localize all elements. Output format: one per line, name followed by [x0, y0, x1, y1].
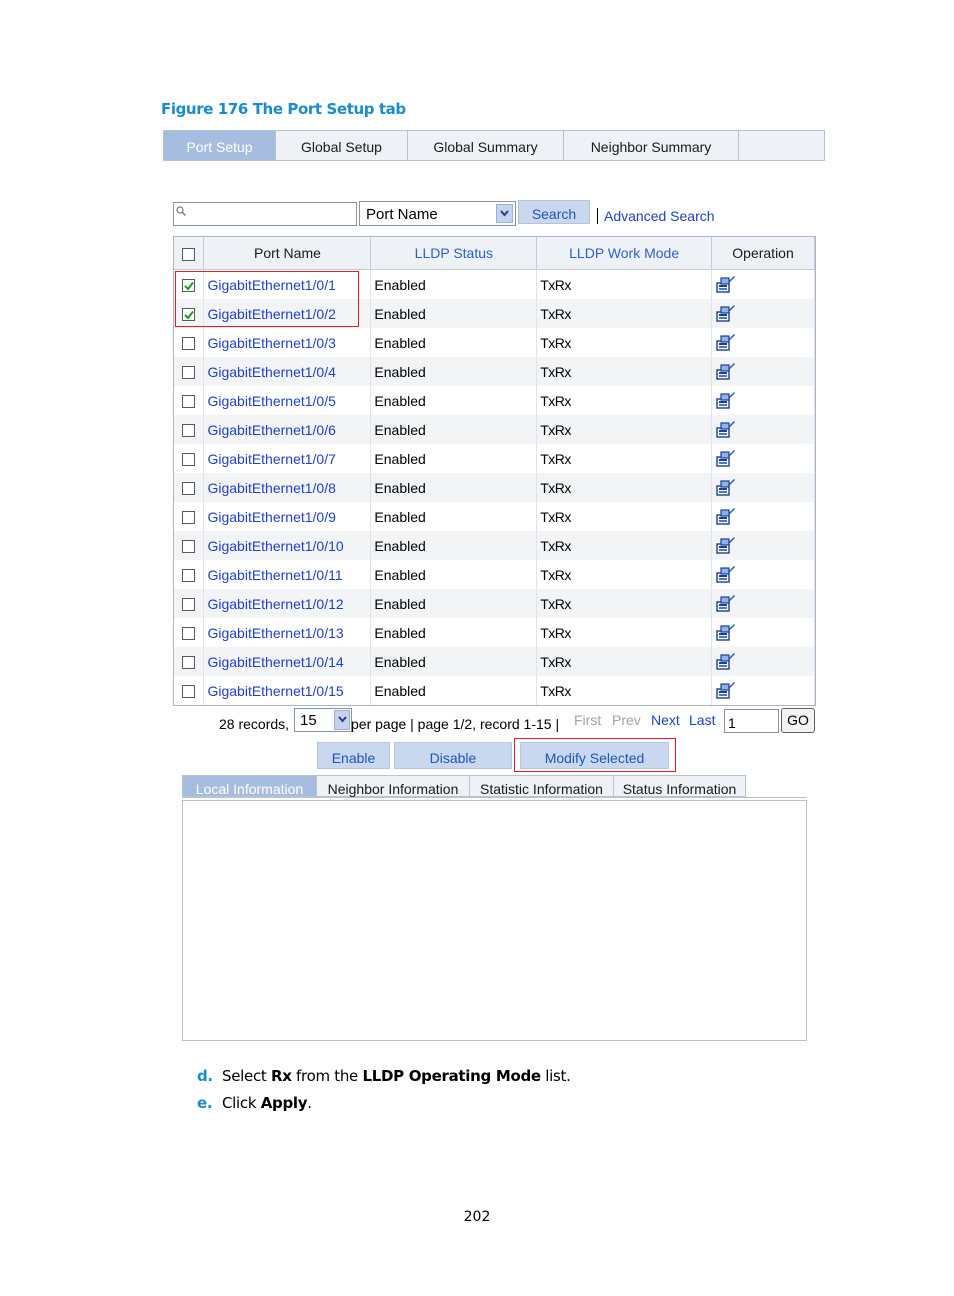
edit-port-icon[interactable]: [715, 392, 735, 410]
port-name-link[interactable]: GigabitEthernet1/0/7: [204, 444, 371, 473]
operation-cell: [712, 357, 815, 386]
row-checkbox[interactable]: [182, 627, 195, 640]
select-all-header: [174, 237, 204, 270]
port-name-link[interactable]: GigabitEthernet1/0/15: [204, 676, 371, 705]
lldp-work-mode: TxRx: [537, 473, 712, 502]
top-tab-bar: [163, 130, 825, 161]
table-row: [174, 676, 815, 705]
prev-page-link[interactable]: Prev: [612, 712, 641, 728]
lldp-work-mode: TxRx: [537, 299, 712, 328]
port-name-link[interactable]: GigabitEthernet1/0/5: [204, 386, 371, 415]
lldp-work-mode: TxRx: [537, 502, 712, 531]
table-row: [174, 444, 815, 473]
table-row: [174, 502, 815, 531]
edit-port-icon[interactable]: [715, 276, 735, 294]
lldp-status: Enabled: [371, 502, 537, 531]
tab-global-setup[interactable]: Global Setup: [276, 131, 408, 160]
edit-port-icon[interactable]: [715, 334, 735, 352]
lldp-status: Enabled: [371, 647, 537, 676]
information-panel: [182, 800, 807, 1041]
lldp-status: Enabled: [371, 415, 537, 444]
enable-button[interactable]: Enable: [317, 742, 390, 769]
operation-cell: [712, 270, 815, 300]
edit-port-icon[interactable]: [715, 508, 735, 526]
edit-port-icon[interactable]: [715, 305, 735, 323]
separator: [597, 208, 598, 224]
table-row: [174, 415, 815, 444]
operation-cell: [712, 502, 815, 531]
table-header-row: [174, 237, 815, 270]
lldp-work-mode: TxRx: [537, 676, 712, 705]
lldp-work-mode: TxRx: [537, 444, 712, 473]
row-select-cell: [174, 328, 204, 357]
port-name-link[interactable]: GigabitEthernet1/0/2: [204, 299, 371, 328]
port-name-link[interactable]: GigabitEthernet1/0/9: [204, 502, 371, 531]
header-lldp-status[interactable]: LLDP Status: [371, 237, 537, 270]
lldp-status: Enabled: [371, 618, 537, 647]
table-row: [174, 386, 815, 415]
advanced-search[interactable]: [597, 208, 715, 224]
search-field-select[interactable]: [359, 201, 516, 226]
row-checkbox[interactable]: [182, 453, 195, 466]
step-fragment: list.: [540, 1067, 571, 1085]
port-name-link[interactable]: GigabitEthernet1/0/12: [204, 589, 371, 618]
port-name-link[interactable]: GigabitEthernet1/0/8: [204, 473, 371, 502]
edit-port-icon[interactable]: [715, 450, 735, 468]
lldp-work-mode: TxRx: [537, 357, 712, 386]
row-checkbox[interactable]: [182, 540, 195, 553]
row-select-cell: [174, 676, 204, 705]
row-select-cell: [174, 502, 204, 531]
first-page-link[interactable]: First: [574, 712, 602, 728]
modify-highlight: [514, 738, 676, 772]
operation-cell: [712, 328, 815, 357]
step-fragment: Select: [222, 1067, 271, 1085]
row-select-cell: [174, 618, 204, 647]
operation-cell: [712, 676, 815, 705]
info-tab-bar: [182, 775, 746, 797]
lldp-status: Enabled: [371, 299, 537, 328]
table-row: [174, 618, 815, 647]
table-row: [174, 531, 815, 560]
table-row: [174, 647, 815, 676]
go-button[interactable]: GO: [781, 708, 815, 733]
disable-button[interactable]: Disable: [394, 742, 512, 769]
row-checkbox[interactable]: [182, 395, 195, 408]
lldp-status: Enabled: [371, 357, 537, 386]
step-e: [197, 1094, 897, 1114]
tab-divider: [182, 797, 807, 798]
header-operation: Operation: [712, 237, 815, 270]
port-name-link[interactable]: GigabitEthernet1/0/3: [204, 328, 371, 357]
table-row: [174, 589, 815, 618]
advanced-search-link[interactable]: Advanced Search: [604, 208, 715, 224]
table-body: [174, 270, 815, 706]
edit-port-icon[interactable]: [715, 624, 735, 642]
lldp-status: Enabled: [371, 328, 537, 357]
lldp-work-mode: TxRx: [537, 386, 712, 415]
row-checkbox[interactable]: [182, 337, 195, 350]
step-fragment: from the: [291, 1067, 363, 1085]
row-select-cell: [174, 415, 204, 444]
lldp-status: Enabled: [371, 270, 537, 300]
row-select-cell: [174, 647, 204, 676]
per-page-select[interactable]: [294, 708, 352, 732]
row-select-cell: [174, 589, 204, 618]
port-name-link[interactable]: GigabitEthernet1/0/1: [204, 270, 371, 300]
edit-port-icon[interactable]: [715, 653, 735, 671]
lldp-status: Enabled: [371, 473, 537, 502]
lldp-work-mode: TxRx: [537, 328, 712, 357]
lldp-work-mode: TxRx: [537, 560, 712, 589]
edit-port-icon[interactable]: [715, 537, 735, 555]
operation-cell: [712, 415, 815, 444]
page-info: per page | page 1/2, record 1-15 |: [351, 716, 560, 732]
edit-port-icon[interactable]: [715, 479, 735, 497]
step-text: [222, 1067, 571, 1085]
row-select-cell: [174, 531, 204, 560]
edit-port-icon[interactable]: [715, 421, 735, 439]
search-field-value: Port Name: [366, 206, 438, 223]
table-row: [174, 328, 815, 357]
operation-cell: [712, 386, 815, 415]
header-port-name[interactable]: Port Name: [204, 237, 371, 270]
tab-global-summary[interactable]: Global Summary: [408, 131, 564, 160]
lldp-status: Enabled: [371, 560, 537, 589]
row-checkbox[interactable]: [182, 685, 195, 698]
operation-cell: [712, 589, 815, 618]
row-checkbox[interactable]: [182, 656, 195, 669]
last-page-link[interactable]: Last: [689, 712, 716, 728]
row-checkbox[interactable]: [182, 598, 195, 611]
page-number-input[interactable]: 1: [724, 709, 779, 733]
figure-title: Figure 176 The Port Setup tab: [161, 100, 406, 118]
lldp-work-mode: TxRx: [537, 531, 712, 560]
edit-port-icon[interactable]: [715, 363, 735, 381]
port-name-link[interactable]: GigabitEthernet1/0/13: [204, 618, 371, 647]
per-page-value: 15: [300, 712, 317, 729]
row-select-cell: [174, 386, 204, 415]
row-checkbox[interactable]: [182, 366, 195, 379]
port-name-link[interactable]: GigabitEthernet1/0/6: [204, 415, 371, 444]
edit-port-icon[interactable]: [715, 682, 735, 700]
operation-cell: [712, 647, 815, 676]
step-emphasis: LLDP Operating Mode: [362, 1067, 541, 1085]
step-emphasis: Rx: [270, 1067, 292, 1085]
operation-cell: [712, 444, 815, 473]
lldp-status: Enabled: [371, 444, 537, 473]
step-d: [197, 1067, 897, 1087]
lldp-status: Enabled: [371, 589, 537, 618]
step-label: d.: [197, 1067, 213, 1085]
operation-cell: [712, 560, 815, 589]
row-select-cell: [174, 473, 204, 502]
step-text: [222, 1094, 312, 1112]
lldp-work-mode: TxRx: [537, 647, 712, 676]
page-number: 202: [463, 1209, 491, 1225]
selection-highlight: [175, 271, 359, 327]
lldp-status: Enabled: [371, 676, 537, 705]
step-label: e.: [197, 1094, 213, 1112]
tab-status-information[interactable]: Status Information: [614, 775, 746, 797]
search-input-box[interactable]: [173, 202, 357, 226]
magnifier-icon: [176, 206, 186, 216]
edit-port-icon[interactable]: [715, 566, 735, 584]
operation-cell: [712, 618, 815, 647]
port-name-link[interactable]: GigabitEthernet1/0/4: [204, 357, 371, 386]
records-count: 28 records,: [219, 716, 290, 732]
operation-cell: [712, 299, 815, 328]
search-input[interactable]: [192, 203, 356, 225]
operation-cell: [712, 473, 815, 502]
edit-port-icon[interactable]: [715, 595, 735, 613]
row-checkbox[interactable]: [182, 482, 195, 495]
lldp-status: Enabled: [371, 386, 537, 415]
tab-empty: [739, 131, 824, 160]
row-select-cell: [174, 357, 204, 386]
next-page-link[interactable]: Next: [651, 712, 680, 728]
port-name-link[interactable]: GigabitEthernet1/0/11: [204, 560, 371, 589]
lldp-work-mode: TxRx: [537, 618, 712, 647]
table-row: [174, 560, 815, 589]
table-row: [174, 357, 815, 386]
tab-neighbor-summary[interactable]: Neighbor Summary: [564, 131, 739, 160]
header-lldp-work-mode[interactable]: LLDP Work Mode: [537, 237, 712, 270]
row-checkbox[interactable]: [182, 511, 195, 524]
chevron-down-icon[interactable]: [334, 710, 350, 730]
tab-local-information[interactable]: Local Information: [182, 775, 317, 797]
port-name-link[interactable]: GigabitEthernet1/0/10: [204, 531, 371, 560]
port-name-link[interactable]: GigabitEthernet1/0/14: [204, 647, 371, 676]
operation-cell: [712, 531, 815, 560]
row-checkbox[interactable]: [182, 424, 195, 437]
row-select-cell: [174, 444, 204, 473]
lldp-status: Enabled: [371, 531, 537, 560]
tab-statistic-information[interactable]: Statistic Information: [470, 775, 614, 797]
lldp-work-mode: TxRx: [537, 415, 712, 444]
select-all-checkbox[interactable]: [182, 248, 195, 261]
chevron-down-icon[interactable]: [496, 204, 513, 223]
tab-port-setup[interactable]: Port Setup: [164, 131, 276, 160]
lldp-work-mode: TxRx: [537, 270, 712, 300]
row-checkbox[interactable]: [182, 569, 195, 582]
modify-selected-button[interactable]: Modify Selected: [520, 742, 669, 769]
step-emphasis: Apply: [260, 1094, 308, 1112]
table-row: [174, 473, 815, 502]
tab-neighbor-information[interactable]: Neighbor Information: [317, 775, 470, 797]
lldp-work-mode: TxRx: [537, 589, 712, 618]
row-select-cell: [174, 560, 204, 589]
step-fragment: Click: [222, 1094, 261, 1112]
step-fragment: .: [307, 1094, 312, 1112]
search-button[interactable]: Search: [518, 200, 590, 224]
